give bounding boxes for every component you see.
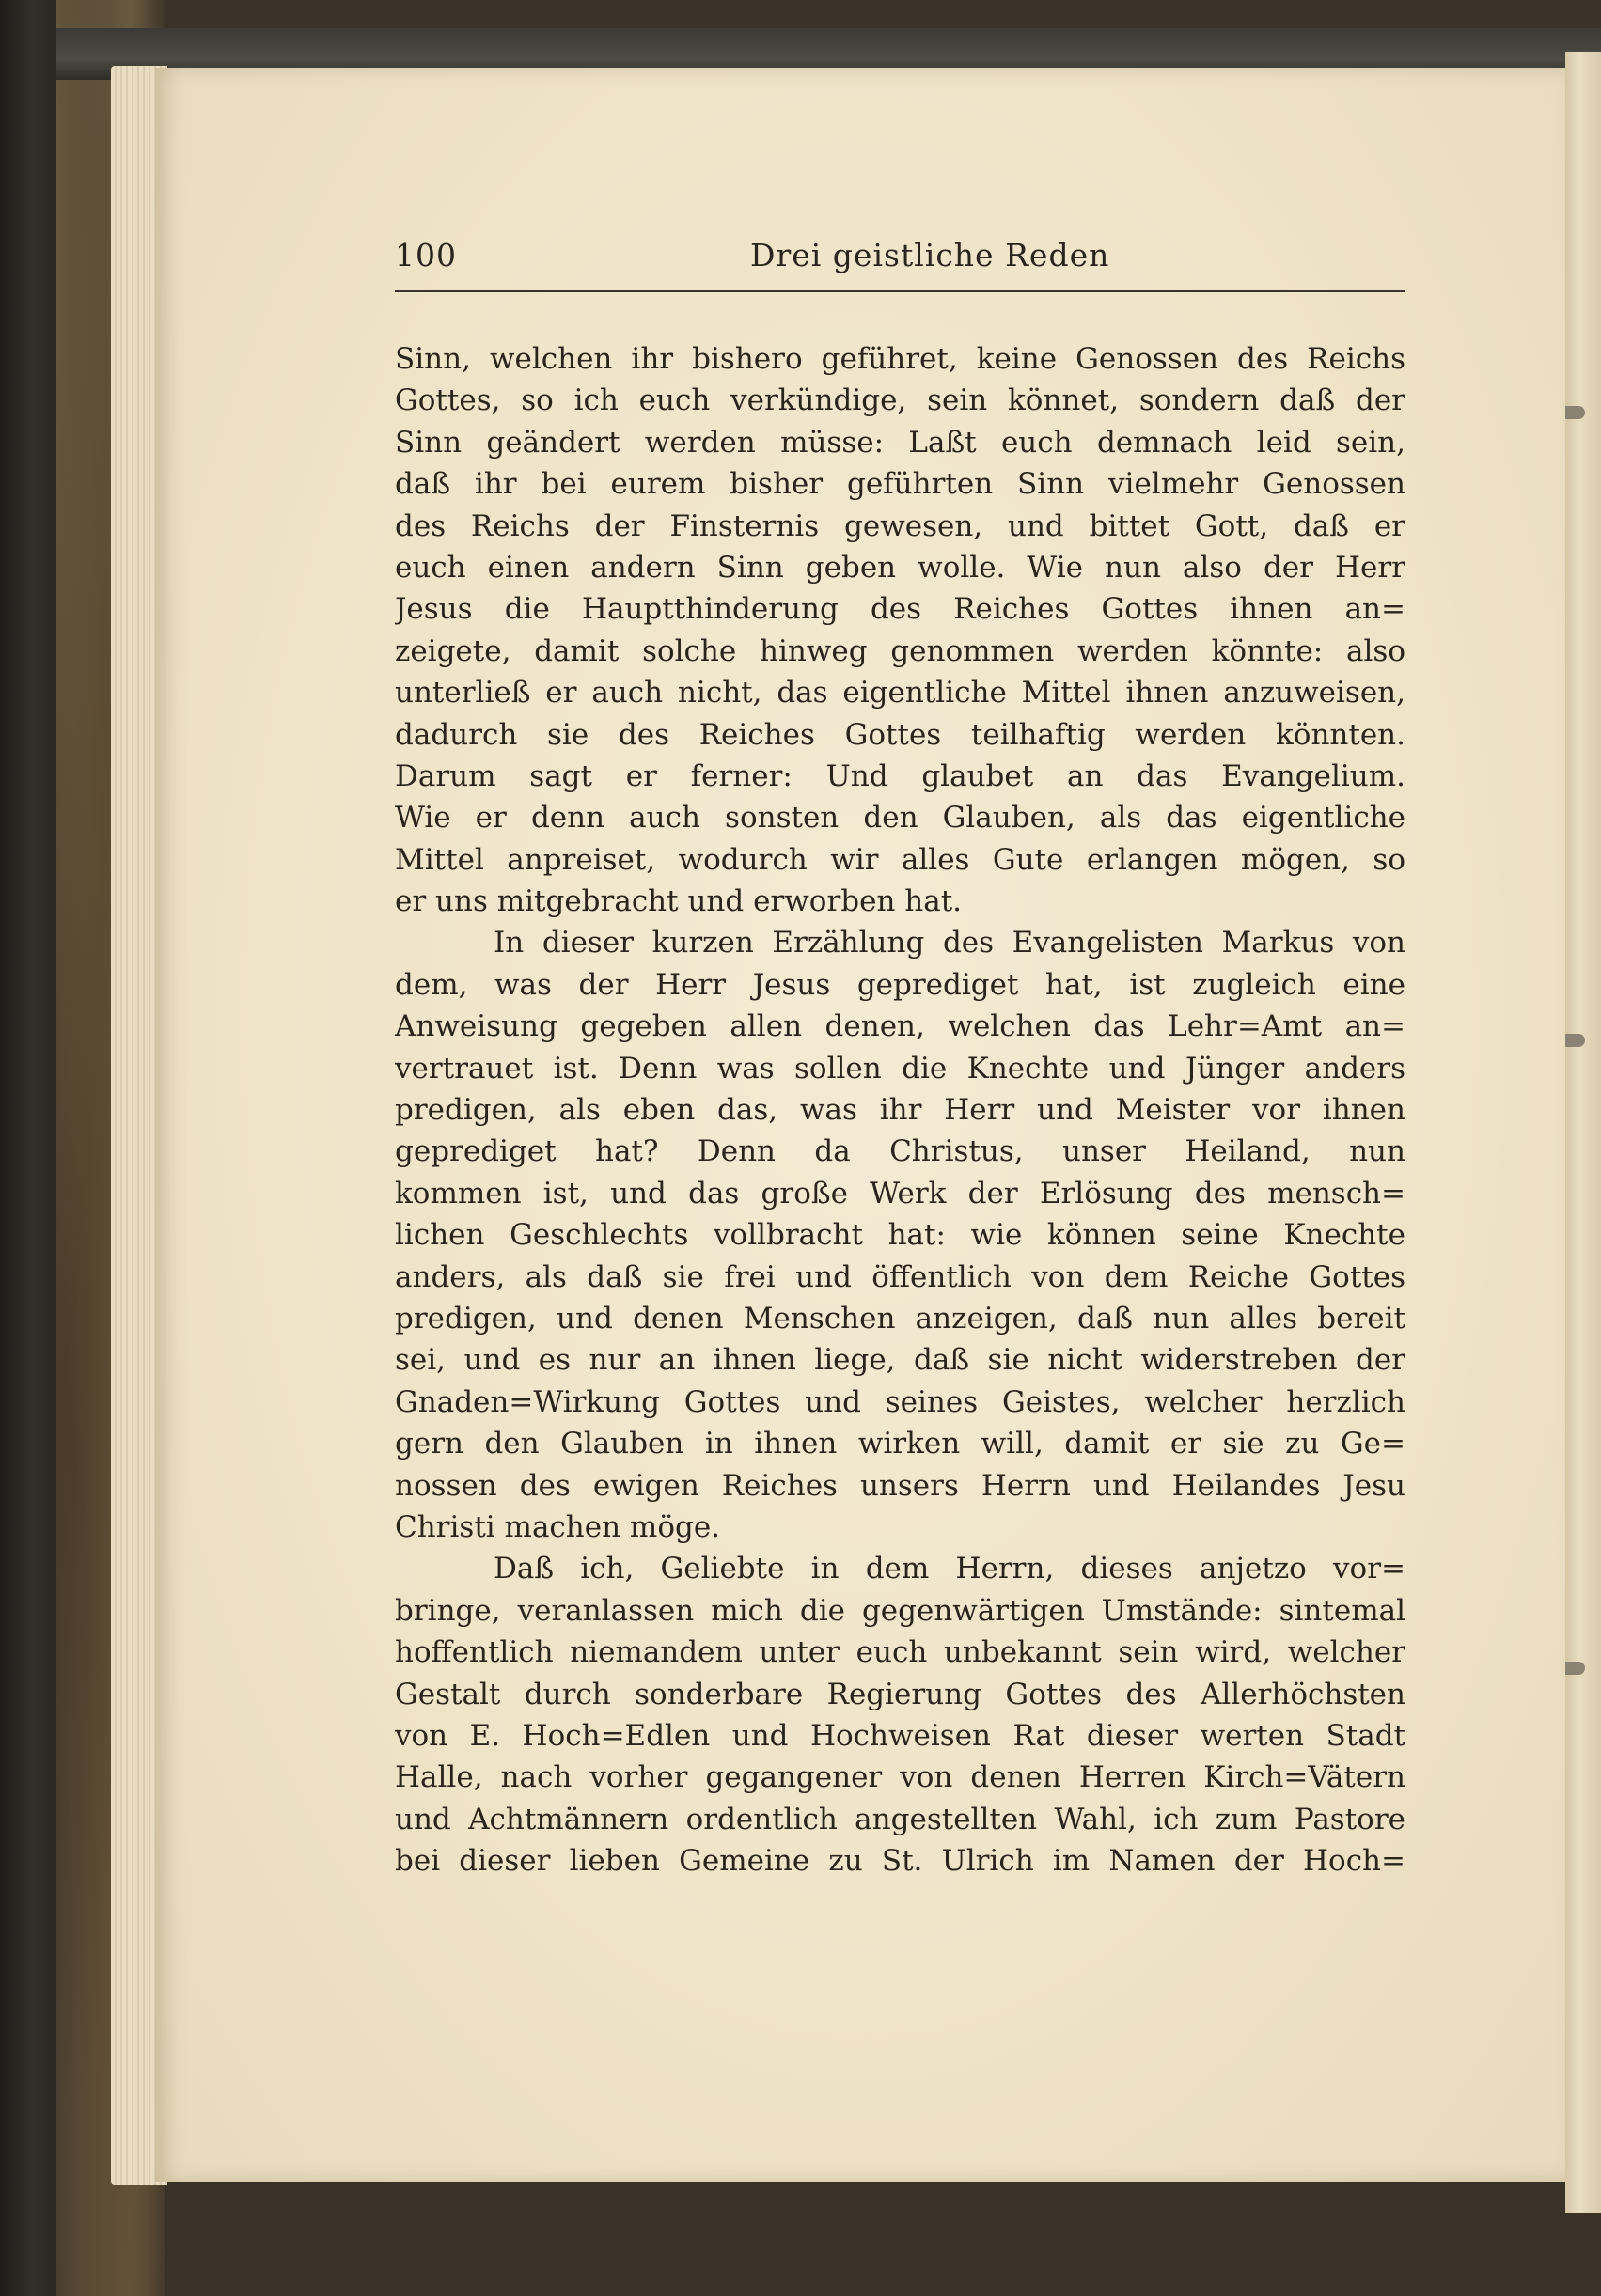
header-rule [395, 290, 1405, 292]
text-line: hoffentlich niemandem unter euch unbekannt sein wird, welcher [395, 1635, 1405, 1670]
text-line: In dieser kurzen Erzählung des Evangelisten Markus von [494, 926, 1405, 961]
text-line: Gottes, so ich euch verkündige, sein könnet, sondern daß der [395, 383, 1405, 418]
text-line: nossen des ewigen Reiches unsers Herrn und Heilandes Jesu [395, 1468, 1405, 1503]
running-head [395, 237, 1405, 280]
text-line: des Reichs der Finsternis gewesen, und bittet Gott, daß er [395, 508, 1405, 543]
text-line: Anweisung gegeben allen denen, welchen das Lehr=Amt an= [395, 1009, 1405, 1044]
text-line: unterließ er auch nicht, das eigentliche Mittel ihnen anzuweisen, [395, 676, 1405, 711]
page-number: 100 [395, 237, 457, 273]
text-line: dadurch sie des Reiches Gottes teilhaftig werden könnten. [395, 717, 1405, 752]
text-line: von E. Hoch=Edlen und Hochweisen Rat dieser werten Stadt [395, 1718, 1405, 1753]
text-line: und Achtmännern ordentlich angestellten Wahl, ich zum Pastore [395, 1802, 1405, 1836]
text-line: Christi machen möge. [395, 1509, 721, 1544]
text-line: dem, was der Herr Jesus geprediget hat, ist zugleich eine [395, 967, 1405, 1002]
text-line: lichen Geschlechts vollbracht hat: wie können seine Knechte [395, 1218, 1405, 1253]
text-line: Gnaden=Wirkung Gottes und seines Geistes, welcher herzlich [395, 1384, 1405, 1419]
text-line: Daß ich, Geliebte in dem Herrn, dieses anjetzo vor= [494, 1552, 1405, 1586]
text-line: predigen, als eben das, was ihr Herr und Meister vor ihnen [395, 1093, 1405, 1128]
text-line: Halle, nach vorher gegangener von denen Herren Kirch=Vätern [395, 1760, 1405, 1795]
text-line: geprediget hat? Denn da Christus, unser Heiland, nun [395, 1134, 1405, 1169]
text-line: Wie er denn auch sonsten den Glauben, als das eigentliche [395, 801, 1405, 836]
text-line: euch einen andern Sinn geben wolle. Wie nun also der Herr [395, 550, 1405, 585]
text-line: Jesus die Hauptthinderung des Reiches Gottes ihnen an= [395, 592, 1405, 627]
text-line: Gestalt durch sonderbare Regierung Gottes des Allerhöchsten [395, 1677, 1405, 1711]
text-line: Sinn, welchen ihr bishero geführet, keine Genossen des Reichs [395, 342, 1405, 376]
text-line: anders, als daß sie frei und öffentlich von dem Reiche Gottes [395, 1259, 1405, 1294]
text-line: zeigete, damit solche hinweg genommen werden könnte: also [395, 633, 1405, 668]
book-spine [0, 0, 56, 2296]
text-line: Darum sagt er ferner: Und glaubet an das Evangelium. [395, 758, 1405, 793]
text-line: bei dieser lieben Gemeine zu St. Ulrich im Namen der Hoch= [395, 1844, 1405, 1879]
text-line: er uns mitgebracht und erworben hat. [395, 884, 963, 919]
text-line: sei, und es nur an ihnen liege, daß sie nicht widerstreben der [395, 1343, 1405, 1378]
text-line: vertrauet ist. Denn was sollen die Knechte und Jünger anders [395, 1051, 1405, 1086]
text-line: predigen, und denen Menschen anzeigen, daß nun alles bereit [395, 1301, 1405, 1335]
text-line: Mittel anpreiset, wodurch wir alles Gute erlangen mögen, so [395, 842, 1405, 877]
facing-page-edge [1565, 52, 1601, 2213]
text-line: kommen ist, und das große Werk der Erlösung des mensch= [395, 1176, 1405, 1210]
text-line: daß ihr bei eurem bisher geführten Sinn vielmehr Genossen [395, 467, 1405, 502]
body-text [395, 338, 1405, 1882]
text-line: bringe, veranlassen mich die gegenwärtigen Umstände: sintemal [395, 1593, 1405, 1628]
running-title: Drei geistliche Reden [750, 237, 1110, 273]
text-line: Sinn geändert werden müsse: Laßt euch demnach leid sein, [395, 425, 1405, 460]
text-line: gern den Glauben in ihnen wirken will, damit er sie zu Ge= [395, 1427, 1405, 1461]
